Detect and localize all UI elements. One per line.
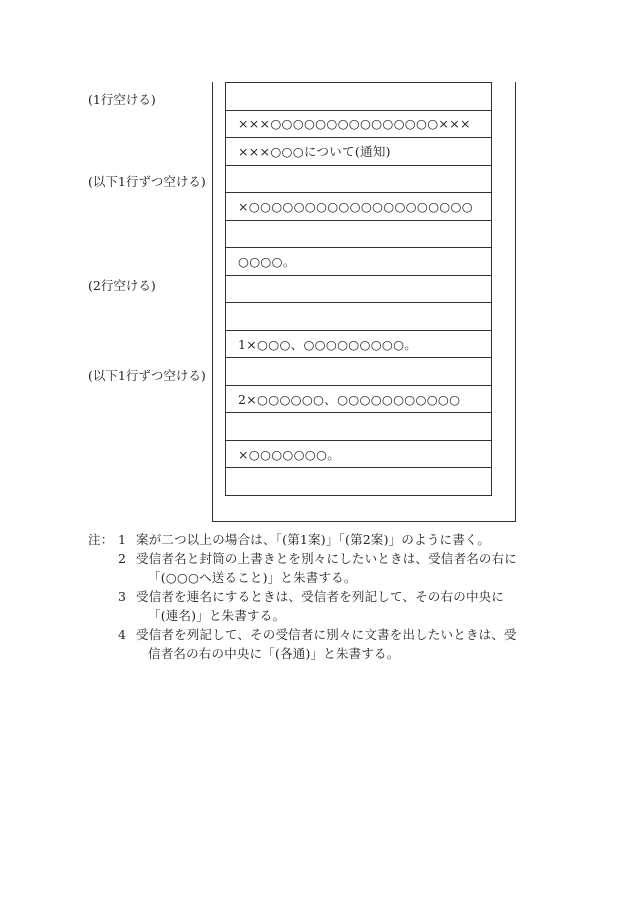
table-cell: 2×○○○○○○、○○○○○○○○○○○: [226, 385, 492, 413]
note-number: 1: [118, 532, 127, 547]
notes-prefix: 注：: [88, 532, 114, 547]
table-row: [226, 385, 492, 413]
table-cell: [226, 220, 492, 248]
table-row: [226, 330, 492, 358]
table-cell: ×××○○○○○○○○○○○○○○○×××: [226, 110, 492, 138]
table-cell: [226, 303, 492, 331]
note-number: 2: [118, 551, 127, 566]
notes-section: [88, 530, 528, 663]
table-cell: [226, 275, 492, 303]
note-text: 受信者を列記して、その受信者に別々に文書を出したいときは、受信者名の右の中央に「(各通)」と朱書する。: [136, 627, 517, 661]
spacing-label-each-line-b: (以下1行ずつ空ける): [88, 368, 206, 383]
table-cell: ○○○○。: [226, 248, 492, 276]
table-row: [226, 303, 492, 331]
table-cell: [226, 83, 492, 111]
form-layout-table: [225, 82, 492, 496]
note-item: [88, 549, 528, 587]
table-cell: ×○○○○○○○○○○○○○○○○○○○○: [226, 193, 492, 221]
spacing-label-one-line: (1行空ける): [88, 92, 156, 107]
note-text: 受信者を連名にするときは、受信者を列記して、その右の中央に「(連名)」と朱書する。: [136, 589, 505, 623]
table-row: [226, 440, 492, 468]
table-row: [226, 413, 492, 441]
table-cell: ×○○○○○○○。: [226, 440, 492, 468]
table-row: [226, 468, 492, 496]
note-item: [88, 625, 528, 663]
table-row: [226, 138, 492, 166]
table-row: [226, 110, 492, 138]
note-item: [88, 587, 528, 625]
table-cell: [226, 413, 492, 441]
table-row: [226, 220, 492, 248]
table-cell: ×××○○○について(通知): [226, 138, 492, 166]
table-row: [226, 248, 492, 276]
table-cell: [226, 468, 492, 496]
table-cell: [226, 358, 492, 386]
table-row: [226, 83, 492, 111]
note-text: 案が二つ以上の場合は、「(第1案)」「(第2案)」のように書く。: [136, 532, 491, 547]
spacing-label-each-line-a: (以下1行ずつ空ける): [88, 174, 206, 189]
note-number: 3: [118, 589, 127, 604]
note-text: 受信者名と封筒の上書きとを別々にしたいときは、受信者名の右に「(○○○へ送ること)」と朱書する。: [136, 551, 518, 585]
table-row: [226, 358, 492, 386]
table-cell: 1×○○○、○○○○○○○○○。: [226, 330, 492, 358]
spacing-label-two-lines: (2行空ける): [88, 278, 156, 293]
table-row: [226, 165, 492, 193]
table-row: [226, 275, 492, 303]
note-item: [88, 530, 528, 549]
note-number: 4: [118, 627, 127, 642]
table-row: [226, 193, 492, 221]
table-cell: [226, 165, 492, 193]
